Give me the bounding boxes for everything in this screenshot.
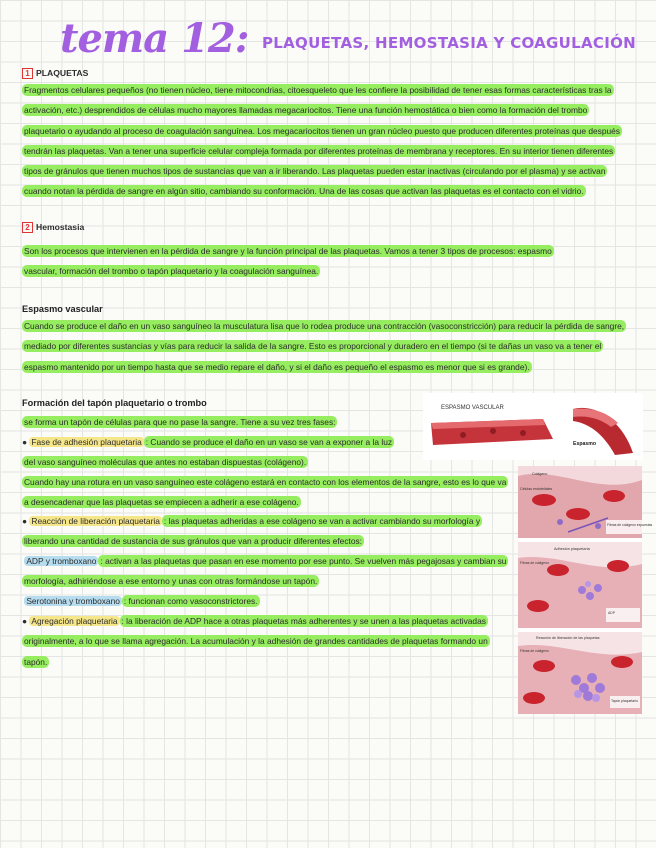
section-number-2: 2 (22, 222, 33, 233)
fase1-paragraph: ● Fase de adhesión plaquetaria : Cuando se produce el daño en un vaso se van a exponer a la luz del vaso sanguíneo moléculas que antes no estaban dispuestas (colágeno). (22, 437, 393, 468)
espasmo-figure-label: Espasmo (573, 441, 597, 447)
section-title: PLAQUETAS (36, 68, 89, 78)
hemostasia-paragraph: Son los procesos que intervienen en la pérdida de sangre y la función principal de las plaquetas. Vamos a tener 3 tipos de procesos: espasmo vascular, formación del trombo o tapón plaquetario y la coagulación sanguínea. (24, 246, 552, 277)
fase3-paragraph: ● Agregación plaquetaria : la liberación de ADP hace a otras plaquetas más adherentes y se unen a las plaquetas activadas originalmente, a lo que se llama agregación. La acumulación y la adhesión de grandes cantidades de plaquetas formando un tapón. (22, 616, 488, 667)
section-number-1: 1 (22, 68, 33, 79)
adhesion-figure (518, 466, 653, 714)
page-subtitle: PLAQUETAS, HEMOSTASIA Y COAGULACIÓN (262, 34, 637, 52)
tapon-heading: Formación del tapón plaquetario o trombo (22, 398, 207, 408)
espasmo-paragraph: Cuando se produce el daño en un vaso sanguíneo la musculatura lisa que lo rodea produce una contracción (vasoconstricción) para reducir la pérdida de sangre, mediado por diferentes sustancias y vías para reducir la salida de la sangre. Esto es proporcional y duradero en el tiempo (si te dañas un vaso va a tener el espasmo mantenido por un tiempo hasta que se medio repare el daño, y si el daño es pequeño el espasmo es menor que si es grande). (24, 321, 625, 372)
panel2-label1: Fibras de colágeno (520, 561, 549, 565)
section-heading-hemostasia (22, 220, 84, 234)
panel1-label1: Células endoteliales (520, 487, 553, 491)
plaquetas-paragraph: Fragmentos celulares pequeños (no tienen núcleo, tiene mitocondrias, citoesqueleto que les confiere la posibilidad de tener esas formas características tras la activación, etc.) desprendidos de células mucho mayores llamadas megacariocitos. Tiene una función hemostática o bien como la formación del trombo plaquetario o ayudando al proceso de coagulación sanguínea. Los megacariocitos tienen un gran núcleo puesto que producen diferentes proteínas que después tendrán las plaquetas. Van a tener una superficie celular compleja formada por diferentes proteínas de membrana y receptores. En su interior tienen diferentes tipos de gránulos que tienen muchos tipos de sustancias que van a ir liberando. Las plaquetas pueden estar inactivas (circulando por el plasma) y se activan cuando notan la pérdida de sangre en algún sitio, cambiando su conformación. Una de las cosas que activan las plaquetas es el contacto con el vidrio. (24, 85, 620, 197)
section-heading-plaquetas (22, 66, 88, 80)
panel1-label2: Fibras de colágeno expuestas (607, 523, 653, 527)
panel2-title: Adhesión plaquetaria (554, 547, 590, 551)
panel3-title: Reacción de liberación de las plaquetas (536, 636, 600, 640)
espasmo-heading: Espasmo vascular (22, 304, 103, 314)
fase2-paragraph: ● Reacción de liberación plaquetaria : las plaquetas adheridas a ese colágeno se van a activar cambiando su morfología y liberando una cantidad de sustancia de sus gránulos que van a producir diferentes efectos: (22, 516, 481, 547)
panel3-label1: Fibras de colágeno (520, 649, 549, 653)
section-title: Hemostasia (36, 222, 85, 232)
adp-paragraph: ADP y tromboxano : activan a las plaquetas que pasan en ese momento por ese punto. Se vuelven más pegajosas y cambian su morfología, adhiriéndose a ese entorno y unas con otras formándose un tapón. (24, 556, 507, 587)
panel1-top-label: Colágeno (532, 472, 548, 476)
espasmo-figure-title: ESPASMO VASCULAR (441, 405, 504, 411)
panel2-label2: ADP (608, 611, 615, 615)
espasmo-vascular-figure (423, 393, 643, 460)
panel3-label2: Tapón plaquetario (611, 699, 638, 703)
page-title: tema 12: (60, 15, 249, 62)
fase1-extra: Cuando hay una rotura en un vaso sanguíneo este colágeno estará en contacto con los elementos de la sangre, esto es lo que va a desencadenar que las plaquetas se empiecen a adherir a ese colágeno. (24, 477, 507, 508)
tapon-intro: se forma un tapón de células para que no pase la sangre. Tiene a su vez tres fases: (24, 417, 336, 427)
serotonina-paragraph: Serotonina y tromboxano : funcionan como vasoconstrictores. (26, 596, 258, 606)
